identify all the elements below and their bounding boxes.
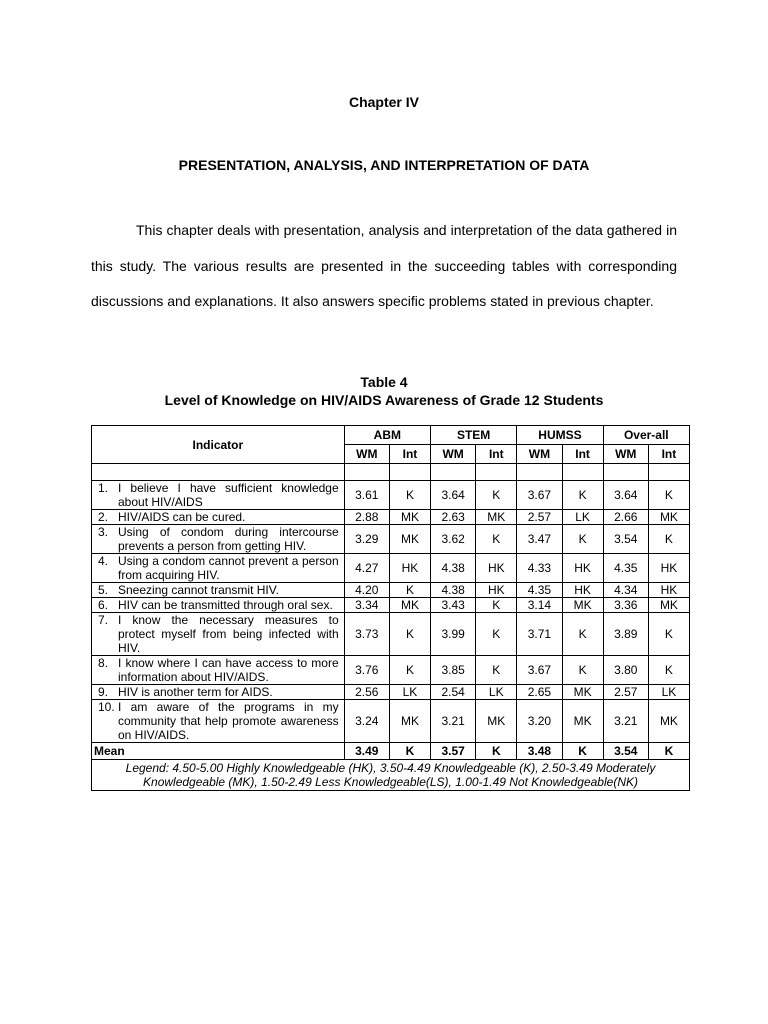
indicator-cell <box>92 510 345 525</box>
interpretation-cell: K <box>562 525 603 554</box>
indicator-number: 2. <box>98 510 109 524</box>
table-header-row <box>92 426 690 445</box>
weighted-mean-cell: 3.34 <box>344 598 389 613</box>
weighted-mean-cell: 3.64 <box>603 481 648 510</box>
indicator-text: HIV/AIDS can be cured. <box>118 510 246 524</box>
legend-row <box>92 760 690 791</box>
weighted-mean-cell: 3.89 <box>603 613 648 656</box>
weighted-mean-cell: 3.43 <box>430 598 475 613</box>
interpretation-cell: HK <box>562 583 603 598</box>
table-body <box>92 481 690 743</box>
interpretation-cell: HK <box>476 554 517 583</box>
weighted-mean-cell: 4.38 <box>430 554 475 583</box>
table-legend: Legend: 4.50-5.00 Highly Knowledgeable (HK), 3.50-4.49 Knowledgeable (K), 2.50-3.49 Moderately Knowledgeable (MK), 1.50-2.49 Less Knowledgeable(LS), 1.00-1.49 Not Knowledgeable(NK) <box>92 760 690 791</box>
subheader-int: Int <box>562 445 603 464</box>
interpretation-cell: MK <box>648 598 689 613</box>
indicator-text: Sneezing cannot transmit HIV. <box>118 583 279 597</box>
mean-value: 3.57 <box>430 743 475 760</box>
interpretation-cell: LK <box>476 685 517 700</box>
interpretation-cell: K <box>648 656 689 685</box>
interpretation-cell: MK <box>562 700 603 743</box>
interpretation-cell: K <box>476 481 517 510</box>
weighted-mean-cell: 2.66 <box>603 510 648 525</box>
interpretation-cell: HK <box>389 554 430 583</box>
interpretation-cell: K <box>648 525 689 554</box>
subheader-int: Int <box>389 445 430 464</box>
indicator-cell <box>92 583 345 598</box>
weighted-mean-cell: 4.27 <box>344 554 389 583</box>
weighted-mean-cell: 3.36 <box>603 598 648 613</box>
indicator-cell <box>92 700 345 743</box>
group-header-overall: Over-all <box>603 426 689 445</box>
table-number: Table 4 <box>360 374 408 390</box>
indicator-cell <box>92 613 345 656</box>
indicator-number: 10. <box>98 700 115 714</box>
interpretation-cell: HK <box>476 583 517 598</box>
weighted-mean-cell: 3.47 <box>517 525 562 554</box>
mean-value: K <box>389 743 430 760</box>
weighted-mean-cell: 3.61 <box>344 481 389 510</box>
interpretation-cell: HK <box>562 554 603 583</box>
indicator-cell <box>92 525 345 554</box>
table-row <box>92 613 690 656</box>
section-title: PRESENTATION, ANALYSIS, AND INTERPRETATION OF DATA <box>178 157 590 173</box>
indicator-cell <box>92 685 345 700</box>
indicator-text: HIV is another term for AIDS. <box>118 685 273 699</box>
weighted-mean-cell: 2.56 <box>344 685 389 700</box>
table-row <box>92 510 690 525</box>
interpretation-cell: K <box>648 613 689 656</box>
interpretation-cell: MK <box>562 598 603 613</box>
weighted-mean-cell: 3.20 <box>517 700 562 743</box>
weighted-mean-cell: 3.73 <box>344 613 389 656</box>
indicator-text: I am aware of the programs in my community that help promote awareness on HIV/AIDS. <box>118 700 339 742</box>
indicator-text: I know the necessary measures to protect myself from being infected with HIV. <box>118 613 339 655</box>
table-row <box>92 554 690 583</box>
interpretation-cell: MK <box>389 525 430 554</box>
group-header-abm: ABM <box>344 426 430 445</box>
table-row <box>92 525 690 554</box>
weighted-mean-cell: 4.38 <box>430 583 475 598</box>
indicator-text: I believe I have sufficient knowledge about HIV/AIDS <box>118 481 339 509</box>
interpretation-cell: K <box>476 613 517 656</box>
weighted-mean-cell: 3.80 <box>603 656 648 685</box>
group-header-humss: HUMSS <box>517 426 603 445</box>
indicator-text: HIV can be transmitted through oral sex. <box>118 598 333 612</box>
interpretation-cell: MK <box>389 700 430 743</box>
weighted-mean-cell: 3.14 <box>517 598 562 613</box>
interpretation-cell: LK <box>389 685 430 700</box>
weighted-mean-cell: 2.88 <box>344 510 389 525</box>
interpretation-cell: K <box>389 481 430 510</box>
interpretation-cell: MK <box>648 510 689 525</box>
interpretation-cell: K <box>562 613 603 656</box>
weighted-mean-cell: 2.57 <box>517 510 562 525</box>
table-row <box>92 700 690 743</box>
table-spacer-row <box>92 464 690 481</box>
weighted-mean-cell: 3.85 <box>430 656 475 685</box>
interpretation-cell: MK <box>562 685 603 700</box>
interpretation-cell: HK <box>648 554 689 583</box>
weighted-mean-cell: 3.24 <box>344 700 389 743</box>
interpretation-cell: HK <box>648 583 689 598</box>
interpretation-cell: K <box>476 656 517 685</box>
weighted-mean-cell: 4.35 <box>517 583 562 598</box>
indicator-number: 6. <box>98 598 109 612</box>
weighted-mean-cell: 2.65 <box>517 685 562 700</box>
mean-value: 3.54 <box>603 743 648 760</box>
interpretation-cell: LK <box>562 510 603 525</box>
subheader-int: Int <box>648 445 689 464</box>
indicator-text: Using a condom cannot prevent a person from acquiring HIV. <box>118 554 339 582</box>
knowledge-table <box>91 425 690 791</box>
weighted-mean-cell: 3.29 <box>344 525 389 554</box>
interpretation-cell: MK <box>476 510 517 525</box>
subheader-wm: WM <box>517 445 562 464</box>
indicator-number: 9. <box>98 685 109 699</box>
indicator-cell <box>92 481 345 510</box>
weighted-mean-cell: 3.62 <box>430 525 475 554</box>
interpretation-cell: K <box>389 583 430 598</box>
mean-value: K <box>476 743 517 760</box>
mean-value: 3.49 <box>344 743 389 760</box>
indicator-cell <box>92 656 345 685</box>
interpretation-cell: K <box>389 656 430 685</box>
table-row <box>92 656 690 685</box>
chapter-heading: Chapter IV <box>348 94 419 110</box>
weighted-mean-cell: 4.20 <box>344 583 389 598</box>
mean-row <box>92 743 690 760</box>
indicator-number: 5. <box>98 583 109 597</box>
mean-value: 3.48 <box>517 743 562 760</box>
indicator-header: Indicator <box>92 426 345 464</box>
interpretation-cell: K <box>389 613 430 656</box>
interpretation-cell: MK <box>648 700 689 743</box>
interpretation-cell: K <box>562 656 603 685</box>
weighted-mean-cell: 3.54 <box>603 525 648 554</box>
interpretation-cell: K <box>648 481 689 510</box>
weighted-mean-cell: 3.67 <box>517 481 562 510</box>
weighted-mean-cell: 3.21 <box>430 700 475 743</box>
mean-value: K <box>562 743 603 760</box>
weighted-mean-cell: 4.33 <box>517 554 562 583</box>
weighted-mean-cell: 3.67 <box>517 656 562 685</box>
indicator-cell <box>92 554 345 583</box>
table-caption: Level of Knowledge on HIV/AIDS Awareness of Grade 12 Students <box>164 392 604 408</box>
indicator-cell <box>92 598 345 613</box>
subheader-int: Int <box>476 445 517 464</box>
subheader-wm: WM <box>430 445 475 464</box>
indicator-number: 8. <box>98 656 109 670</box>
indicator-number: 4. <box>98 554 109 568</box>
weighted-mean-cell: 3.64 <box>430 481 475 510</box>
weighted-mean-cell: 3.71 <box>517 613 562 656</box>
interpretation-cell: LK <box>648 685 689 700</box>
weighted-mean-cell: 2.63 <box>430 510 475 525</box>
weighted-mean-cell: 3.21 <box>603 700 648 743</box>
indicator-text: Using of condom during intercourse prevents a person from getting HIV. <box>118 525 339 553</box>
weighted-mean-cell: 3.76 <box>344 656 389 685</box>
indicator-text: I know where I can have access to more information about HIV/AIDS. <box>118 656 339 684</box>
subheader-wm: WM <box>603 445 648 464</box>
table-row <box>92 583 690 598</box>
mean-value: K <box>648 743 689 760</box>
weighted-mean-cell: 3.99 <box>430 613 475 656</box>
weighted-mean-cell: 4.35 <box>603 554 648 583</box>
interpretation-cell: K <box>476 525 517 554</box>
subheader-wm: WM <box>344 445 389 464</box>
group-header-stem: STEM <box>430 426 516 445</box>
weighted-mean-cell: 2.57 <box>603 685 648 700</box>
interpretation-cell: MK <box>389 598 430 613</box>
interpretation-cell: MK <box>389 510 430 525</box>
interpretation-cell: K <box>476 598 517 613</box>
mean-label: Mean <box>92 743 345 760</box>
table-row <box>92 481 690 510</box>
intro-paragraph: This chapter deals with presentation, analysis and interpretation of the data gathered in this study. The various results are presented in the succeeding tables with corresponding discussions and explanations. It also answers specific problems stated in previous chapter. <box>91 222 677 309</box>
interpretation-cell: MK <box>476 700 517 743</box>
weighted-mean-cell: 4.34 <box>603 583 648 598</box>
indicator-number: 7. <box>98 613 109 627</box>
interpretation-cell: K <box>562 481 603 510</box>
table-row <box>92 598 690 613</box>
indicator-number: 3. <box>98 525 109 539</box>
table-row <box>92 685 690 700</box>
weighted-mean-cell: 2.54 <box>430 685 475 700</box>
indicator-number: 1. <box>98 481 109 495</box>
